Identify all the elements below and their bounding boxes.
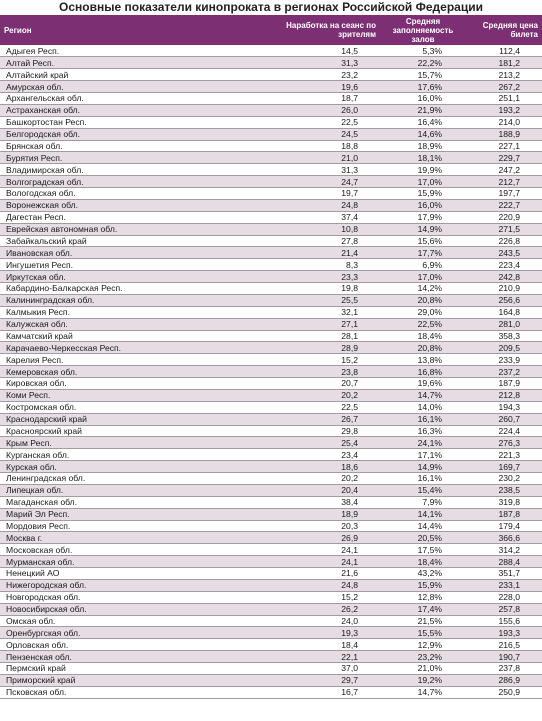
ticket-price-cell: 351,7	[466, 568, 542, 580]
table-row	[0, 544, 542, 556]
occupancy-cell: 18,1%	[380, 152, 466, 164]
ticket-price-cell: 237,8	[466, 663, 542, 675]
region-cell: Иркутская обл.	[0, 271, 260, 283]
ticket-price-cell: 223,4	[466, 259, 542, 271]
occupancy-cell: 18,4%	[380, 330, 466, 342]
table-row	[0, 520, 542, 532]
sessions-cell: 27,1	[260, 318, 380, 330]
occupancy-cell: 12,8%	[380, 591, 466, 603]
ticket-price-cell: 221,3	[466, 449, 542, 461]
occupancy-cell: 16,1%	[380, 413, 466, 425]
ticket-price-cell: 194,3	[466, 401, 542, 413]
table-row	[0, 389, 542, 401]
region-cell: Оренбургская обл.	[0, 627, 260, 639]
ticket-price-cell: 271,5	[466, 223, 542, 235]
ticket-price-cell: 242,8	[466, 271, 542, 283]
occupancy-cell: 15,7%	[380, 69, 466, 81]
table-row	[0, 188, 542, 200]
ticket-price-cell: 233,1	[466, 579, 542, 591]
occupancy-cell: 7,9%	[380, 496, 466, 508]
table-row	[0, 473, 542, 485]
occupancy-cell: 17,1%	[380, 449, 466, 461]
sessions-cell: 24,5	[260, 128, 380, 140]
sessions-cell: 18,9	[260, 508, 380, 520]
table-row	[0, 579, 542, 591]
table-row	[0, 556, 542, 568]
occupancy-cell: 16,3%	[380, 425, 466, 437]
sessions-cell: 21,0	[260, 152, 380, 164]
region-cell: Кировская обл.	[0, 378, 260, 390]
occupancy-cell: 17,9%	[380, 211, 466, 223]
sessions-cell: 23,8	[260, 366, 380, 378]
table-row	[0, 354, 542, 366]
sessions-cell: 25,4	[260, 437, 380, 449]
region-cell: Адыгея Респ.	[0, 45, 260, 57]
table-row	[0, 223, 542, 235]
sessions-cell: 20,2	[260, 473, 380, 485]
sessions-cell: 24,1	[260, 544, 380, 556]
occupancy-cell: 18,4%	[380, 556, 466, 568]
table-row	[0, 568, 542, 580]
ticket-price-cell: 228,0	[466, 591, 542, 603]
sessions-cell: 31,3	[260, 57, 380, 69]
occupancy-cell: 16,0%	[380, 93, 466, 105]
table-row	[0, 686, 542, 698]
sessions-cell: 23,2	[260, 69, 380, 81]
ticket-price-cell: 193,2	[466, 104, 542, 116]
ticket-price-cell: 197,7	[466, 188, 542, 200]
region-cell: Алтайский край	[0, 69, 260, 81]
region-cell: Курская обл.	[0, 461, 260, 473]
sessions-cell: 26,2	[260, 603, 380, 615]
occupancy-cell: 14,1%	[380, 508, 466, 520]
region-cell: Марий Эл Респ.	[0, 508, 260, 520]
region-cell: Башкортостан Респ.	[0, 116, 260, 128]
table-row	[0, 603, 542, 615]
region-cell: Калининградская обл.	[0, 294, 260, 306]
occupancy-cell: 14,7%	[380, 686, 466, 698]
region-cell: Магаданская обл.	[0, 496, 260, 508]
table-row	[0, 247, 542, 259]
ticket-price-cell: 251,1	[466, 93, 542, 105]
ticket-price-cell: 226,8	[466, 235, 542, 247]
sessions-cell: 29,7	[260, 674, 380, 686]
sessions-cell: 37,0	[260, 663, 380, 675]
region-cell: Калужская обл.	[0, 318, 260, 330]
ticket-price-cell: 229,7	[466, 152, 542, 164]
table-row	[0, 104, 542, 116]
occupancy-cell: 21,0%	[380, 663, 466, 675]
sessions-cell: 24,8	[260, 199, 380, 211]
occupancy-cell: 43,2%	[380, 568, 466, 580]
region-cell: Омская обл.	[0, 615, 260, 627]
table-row	[0, 461, 542, 473]
sessions-cell: 20,3	[260, 520, 380, 532]
occupancy-cell: 20,5%	[380, 532, 466, 544]
sessions-cell: 15,2	[260, 591, 380, 603]
sessions-cell: 22,1	[260, 651, 380, 663]
occupancy-cell: 23,2%	[380, 651, 466, 663]
ticket-price-cell: 257,8	[466, 603, 542, 615]
region-cell: Калмыкия Респ.	[0, 306, 260, 318]
sessions-cell: 18,8	[260, 140, 380, 152]
occupancy-cell: 15,6%	[380, 235, 466, 247]
table-row	[0, 152, 542, 164]
occupancy-cell: 16,1%	[380, 473, 466, 485]
region-cell: Карачаево-Черкесская Респ.	[0, 342, 260, 354]
table-row	[0, 164, 542, 176]
table-row	[0, 615, 542, 627]
occupancy-cell: 17,0%	[380, 271, 466, 283]
region-cell: Ивановская обл.	[0, 247, 260, 259]
table-row	[0, 211, 542, 223]
region-cell: Липецкая обл.	[0, 484, 260, 496]
page-title: Основные показатели кинопроката в регионах Российской Федерации	[59, 0, 483, 14]
region-cell: Забайкальский край	[0, 235, 260, 247]
table-row	[0, 45, 542, 57]
region-cell: Мордовия Респ.	[0, 520, 260, 532]
ticket-price-cell: 212,8	[466, 389, 542, 401]
ticket-price-cell: 187,8	[466, 508, 542, 520]
region-cell: Кемеровская обл.	[0, 366, 260, 378]
table-row	[0, 674, 542, 686]
table-row	[0, 449, 542, 461]
region-cell: Мурманская обл.	[0, 556, 260, 568]
table-row	[0, 81, 542, 93]
occupancy-cell: 16,8%	[380, 366, 466, 378]
occupancy-cell: 16,0%	[380, 199, 466, 211]
table-row	[0, 342, 542, 354]
table-row	[0, 401, 542, 413]
table-row	[0, 484, 542, 496]
region-cell: Новосибирская обл.	[0, 603, 260, 615]
region-cell: Вологодская обл.	[0, 188, 260, 200]
table-row	[0, 116, 542, 128]
ticket-price-cell: 366,6	[466, 532, 542, 544]
region-cell: Костромская обл.	[0, 401, 260, 413]
sessions-cell: 23,4	[260, 449, 380, 461]
table-row	[0, 496, 542, 508]
table-row	[0, 651, 542, 663]
table-row	[0, 283, 542, 295]
region-cell: Камчатский край	[0, 330, 260, 342]
region-cell: Еврейская автономная обл.	[0, 223, 260, 235]
sessions-cell: 29,8	[260, 425, 380, 437]
occupancy-cell: 14,7%	[380, 389, 466, 401]
occupancy-cell: 17,7%	[380, 247, 466, 259]
region-cell: Новгородская обл.	[0, 591, 260, 603]
table-body	[0, 45, 542, 698]
ticket-price-cell: 213,2	[466, 69, 542, 81]
region-cell: Волгоградская обл.	[0, 176, 260, 188]
sessions-cell: 19,7	[260, 188, 380, 200]
ticket-price-cell: 212,7	[466, 176, 542, 188]
table-row	[0, 378, 542, 390]
sessions-cell: 31,3	[260, 164, 380, 176]
occupancy-cell: 15,9%	[380, 579, 466, 591]
ticket-price-cell: 222,7	[466, 199, 542, 211]
ticket-price-cell: 233,9	[466, 354, 542, 366]
region-cell: Ингушетия Респ.	[0, 259, 260, 271]
table-row	[0, 330, 542, 342]
table-row	[0, 663, 542, 675]
ticket-price-cell: 216,5	[466, 639, 542, 651]
region-cell: Воронежская обл.	[0, 199, 260, 211]
region-cell: Бурятия Респ.	[0, 152, 260, 164]
table-row	[0, 128, 542, 140]
region-cell: Пензенская обл.	[0, 651, 260, 663]
sessions-cell: 26,0	[260, 104, 380, 116]
sessions-cell: 15,2	[260, 354, 380, 366]
region-cell: Красноярский край	[0, 425, 260, 437]
region-cell: Дагестан Респ.	[0, 211, 260, 223]
sessions-cell: 24,8	[260, 579, 380, 591]
occupancy-cell: 14,9%	[380, 461, 466, 473]
occupancy-cell: 21,9%	[380, 104, 466, 116]
sessions-cell: 27,8	[260, 235, 380, 247]
table-row	[0, 425, 542, 437]
region-cell: Москва г.	[0, 532, 260, 544]
sessions-cell: 19,3	[260, 627, 380, 639]
sessions-cell: 21,4	[260, 247, 380, 259]
table-row	[0, 176, 542, 188]
sessions-cell: 28,1	[260, 330, 380, 342]
regions-table	[0, 15, 542, 699]
occupancy-cell: 17,0%	[380, 176, 466, 188]
region-cell: Архангельская обл.	[0, 93, 260, 105]
sessions-cell: 23,3	[260, 271, 380, 283]
table-row	[0, 271, 542, 283]
ticket-price-cell: 181,2	[466, 57, 542, 69]
occupancy-cell: 18,9%	[380, 140, 466, 152]
sessions-cell: 24,1	[260, 556, 380, 568]
table-row	[0, 294, 542, 306]
ticket-price-cell: 267,2	[466, 81, 542, 93]
occupancy-cell: 15,5%	[380, 627, 466, 639]
table-row	[0, 140, 542, 152]
sessions-cell: 25,5	[260, 294, 380, 306]
region-cell: Алтай Респ.	[0, 57, 260, 69]
column-header-region[interactable]: Регион	[0, 15, 260, 45]
region-cell: Краснодарский край	[0, 413, 260, 425]
region-cell: Нижегородская обл.	[0, 579, 260, 591]
ticket-price-cell: 358,3	[466, 330, 542, 342]
column-header-occupancy[interactable]: Средняя заполняемость залов	[380, 15, 466, 45]
occupancy-cell: 19,2%	[380, 674, 466, 686]
sessions-cell: 26,9	[260, 532, 380, 544]
ticket-price-cell: 112,4	[466, 45, 542, 57]
ticket-price-cell: 276,3	[466, 437, 542, 449]
occupancy-cell: 21,5%	[380, 615, 466, 627]
sessions-cell: 20,7	[260, 378, 380, 390]
sessions-cell: 19,8	[260, 283, 380, 295]
sessions-cell: 22,5	[260, 116, 380, 128]
occupancy-cell: 17,6%	[380, 81, 466, 93]
occupancy-cell: 13,8%	[380, 354, 466, 366]
sessions-cell: 10,8	[260, 223, 380, 235]
table-row	[0, 93, 542, 105]
sessions-cell: 14,5	[260, 45, 380, 57]
region-cell: Карелия Респ.	[0, 354, 260, 366]
table-row	[0, 318, 542, 330]
table-row	[0, 259, 542, 271]
ticket-price-cell: 288,4	[466, 556, 542, 568]
occupancy-cell: 12,9%	[380, 639, 466, 651]
sessions-cell: 24,0	[260, 615, 380, 627]
table-row	[0, 413, 542, 425]
occupancy-cell: 14,6%	[380, 128, 466, 140]
region-cell: Орловская обл.	[0, 639, 260, 651]
table-row	[0, 627, 542, 639]
region-cell: Коми Респ.	[0, 389, 260, 401]
ticket-price-cell: 190,7	[466, 651, 542, 663]
occupancy-cell: 15,4%	[380, 484, 466, 496]
sessions-cell: 21,6	[260, 568, 380, 580]
occupancy-cell: 22,2%	[380, 57, 466, 69]
region-cell: Кабардино-Балкарская Респ.	[0, 283, 260, 295]
sessions-cell: 20,4	[260, 484, 380, 496]
sessions-cell: 24,7	[260, 176, 380, 188]
table-row	[0, 532, 542, 544]
table-row	[0, 366, 542, 378]
ticket-price-cell: 247,2	[466, 164, 542, 176]
occupancy-cell: 14,2%	[380, 283, 466, 295]
occupancy-cell: 14,4%	[380, 520, 466, 532]
header-row	[0, 15, 542, 45]
sessions-cell: 22,5	[260, 401, 380, 413]
column-header-ticket-price[interactable]: Средняя цена билета	[466, 15, 542, 45]
occupancy-cell: 6,9%	[380, 259, 466, 271]
occupancy-cell: 20,8%	[380, 294, 466, 306]
sessions-cell: 8,3	[260, 259, 380, 271]
column-header-sessions[interactable]: Наработка на сеанс по зрителям	[260, 15, 380, 45]
occupancy-cell: 16,4%	[380, 116, 466, 128]
ticket-price-cell: 224,4	[466, 425, 542, 437]
ticket-price-cell: 237,2	[466, 366, 542, 378]
occupancy-cell: 29,0%	[380, 306, 466, 318]
sessions-cell: 18,4	[260, 639, 380, 651]
table-row	[0, 69, 542, 81]
ticket-price-cell: 220,9	[466, 211, 542, 223]
region-cell: Астраханская обл.	[0, 104, 260, 116]
ticket-price-cell: 281,0	[466, 318, 542, 330]
ticket-price-cell: 187,9	[466, 378, 542, 390]
ticket-price-cell: 286,9	[466, 674, 542, 686]
table-header	[0, 15, 542, 45]
ticket-price-cell: 230,2	[466, 473, 542, 485]
ticket-price-cell: 250,9	[466, 686, 542, 698]
occupancy-cell: 15,9%	[380, 188, 466, 200]
occupancy-cell: 17,5%	[380, 544, 466, 556]
region-cell: Московская обл.	[0, 544, 260, 556]
ticket-price-cell: 169,7	[466, 461, 542, 473]
ticket-price-cell: 214,0	[466, 116, 542, 128]
sessions-cell: 32,1	[260, 306, 380, 318]
region-cell: Приморский край	[0, 674, 260, 686]
region-cell: Владимирская обл.	[0, 164, 260, 176]
region-cell: Крым Респ.	[0, 437, 260, 449]
region-cell: Ненецкий АО	[0, 568, 260, 580]
region-cell: Пермский край	[0, 663, 260, 675]
sessions-cell: 19,6	[260, 81, 380, 93]
ticket-price-cell: 179,4	[466, 520, 542, 532]
ticket-price-cell: 238,5	[466, 484, 542, 496]
ticket-price-cell: 210,9	[466, 283, 542, 295]
occupancy-cell: 24,1%	[380, 437, 466, 449]
region-cell: Амурская обл.	[0, 81, 260, 93]
occupancy-cell: 22,5%	[380, 318, 466, 330]
sessions-cell: 26,7	[260, 413, 380, 425]
region-cell: Курганская обл.	[0, 449, 260, 461]
ticket-price-cell: 319,8	[466, 496, 542, 508]
ticket-price-cell: 193,3	[466, 627, 542, 639]
ticket-price-cell: 209,5	[466, 342, 542, 354]
table-row	[0, 437, 542, 449]
sessions-cell: 28,9	[260, 342, 380, 354]
occupancy-cell: 14,0%	[380, 401, 466, 413]
region-cell: Ленинградская обл.	[0, 473, 260, 485]
ticket-price-cell: 256,6	[466, 294, 542, 306]
ticket-price-cell: 227,1	[466, 140, 542, 152]
occupancy-cell: 14,9%	[380, 223, 466, 235]
sessions-cell: 37,4	[260, 211, 380, 223]
region-cell: Брянская обл.	[0, 140, 260, 152]
occupancy-cell: 5,3%	[380, 45, 466, 57]
ticket-price-cell: 260,7	[466, 413, 542, 425]
ticket-price-cell: 314,2	[466, 544, 542, 556]
occupancy-cell: 19,6%	[380, 378, 466, 390]
sessions-cell: 18,7	[260, 93, 380, 105]
sessions-cell: 20,2	[260, 389, 380, 401]
region-cell: Белгородская обл.	[0, 128, 260, 140]
table-row	[0, 235, 542, 247]
table-row	[0, 57, 542, 69]
sessions-cell: 38,4	[260, 496, 380, 508]
ticket-price-cell: 155,6	[466, 615, 542, 627]
occupancy-cell: 20,8%	[380, 342, 466, 354]
table-row	[0, 591, 542, 603]
ticket-price-cell: 243,5	[466, 247, 542, 259]
sessions-cell: 16,7	[260, 686, 380, 698]
occupancy-cell: 17,4%	[380, 603, 466, 615]
table-row	[0, 639, 542, 651]
sessions-cell: 18,6	[260, 461, 380, 473]
ticket-price-cell: 164,8	[466, 306, 542, 318]
ticket-price-cell: 188,9	[466, 128, 542, 140]
table-row	[0, 508, 542, 520]
occupancy-cell: 19,9%	[380, 164, 466, 176]
region-cell: Псковская обл.	[0, 686, 260, 698]
table-row	[0, 199, 542, 211]
table-row	[0, 306, 542, 318]
